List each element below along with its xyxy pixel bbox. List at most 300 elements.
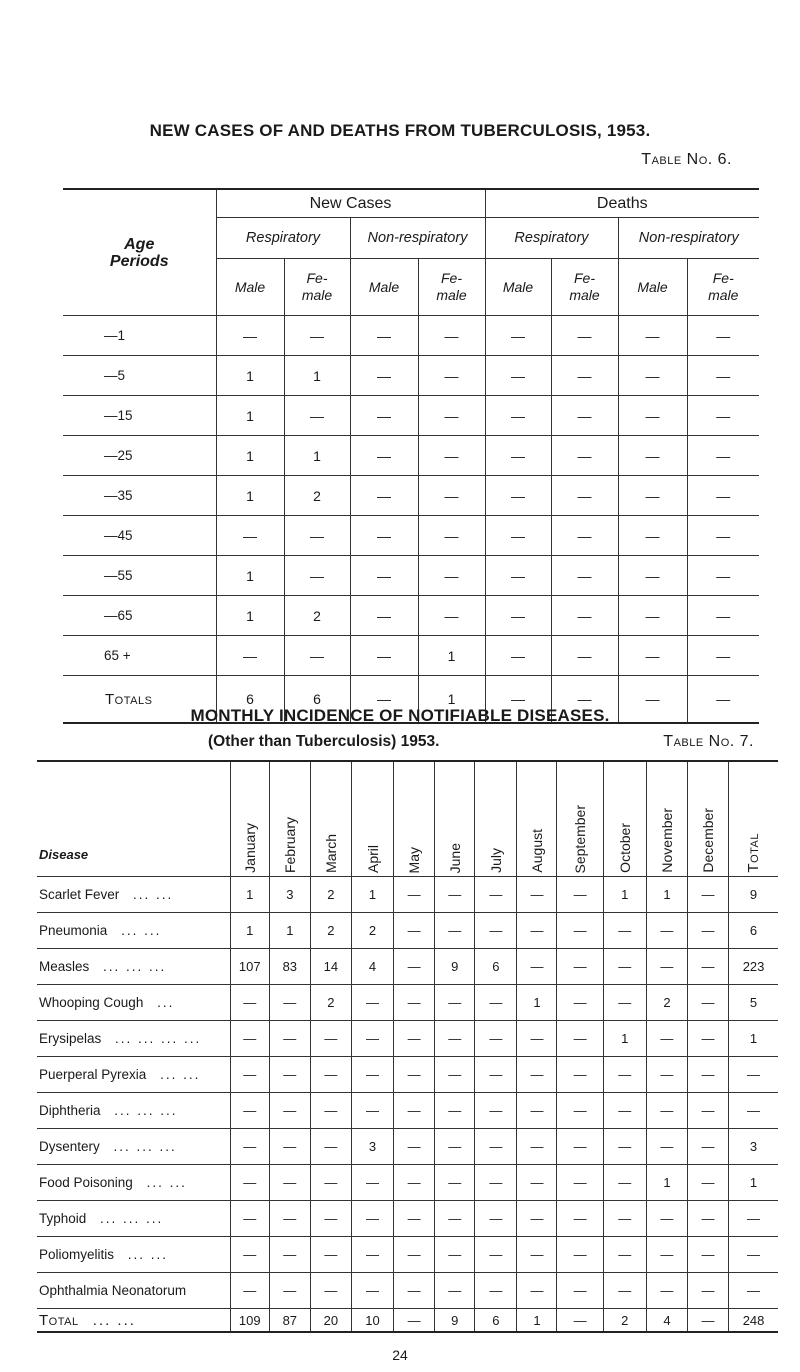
month-value: —	[394, 1093, 435, 1129]
month-value: 1	[517, 985, 557, 1021]
cell-value: —	[551, 596, 618, 636]
month-label: December	[700, 808, 717, 873]
table-row	[63, 356, 759, 396]
cell-value: —	[551, 396, 618, 436]
cell-value: —	[618, 316, 687, 356]
disease-label: Measles	[39, 959, 90, 974]
month-value: —	[435, 1057, 475, 1093]
month-value: 14	[310, 949, 351, 985]
cell-value: —	[485, 556, 551, 596]
sex-header: Fe- male	[284, 259, 350, 316]
page-number: 24	[392, 1347, 408, 1363]
row-total: —	[729, 1273, 778, 1309]
cell-value: —	[485, 396, 551, 436]
total-value: —	[687, 676, 759, 724]
month-value: —	[646, 1201, 687, 1237]
sex-header: Fe- male	[687, 259, 759, 316]
disease-name	[37, 1201, 230, 1237]
sub-header: Non-respiratory	[618, 218, 759, 259]
month-label: February	[281, 816, 298, 873]
month-value: 1	[646, 877, 687, 913]
table-row	[63, 476, 759, 516]
table-row	[63, 316, 759, 356]
row-total: 9	[729, 877, 778, 913]
month-value: —	[269, 1201, 310, 1237]
notifiable-diseases-table	[37, 760, 778, 1333]
age-period: 65 +	[63, 636, 216, 676]
month-value: —	[557, 1093, 603, 1129]
cell-value: —	[418, 316, 485, 356]
disease-name	[37, 1129, 230, 1165]
tuberculosis-table	[63, 188, 759, 724]
table7-number: Table No. 7.	[663, 733, 754, 750]
month-value: —	[269, 1165, 310, 1201]
month-value: —	[475, 1021, 517, 1057]
cell-value: —	[418, 476, 485, 516]
month-value: —	[394, 1309, 435, 1333]
month-header-march	[310, 761, 351, 877]
month-value: —	[351, 1237, 393, 1273]
month-value: —	[517, 1273, 557, 1309]
disease-label: Scarlet Fever	[39, 887, 120, 902]
cell-value: —	[350, 476, 418, 516]
month-value: 109	[230, 1309, 269, 1333]
month-value: —	[687, 1237, 728, 1273]
cell-value: —	[485, 356, 551, 396]
cell-value: —	[618, 396, 687, 436]
row-total: 3	[729, 1129, 778, 1165]
month-value: —	[646, 1093, 687, 1129]
month-value: —	[687, 1273, 728, 1309]
month-value: 9	[435, 949, 475, 985]
month-value: —	[646, 949, 687, 985]
month-value: —	[603, 1129, 646, 1165]
cell-value: —	[350, 436, 418, 476]
month-value: —	[557, 1273, 603, 1309]
table-row	[63, 516, 759, 556]
month-label: June	[446, 842, 463, 873]
month-header-november	[646, 761, 687, 877]
row-total: —	[729, 1093, 778, 1129]
row-total: —	[729, 1201, 778, 1237]
month-value: —	[351, 1165, 393, 1201]
disease-label: Pneumonia	[39, 923, 108, 938]
month-value: —	[475, 1201, 517, 1237]
month-value: —	[646, 1237, 687, 1273]
row-total: —	[729, 1237, 778, 1273]
cell-value: —	[687, 516, 759, 556]
month-header-june	[435, 761, 475, 877]
month-value: —	[394, 1201, 435, 1237]
disease-label: Diphtheria	[39, 1103, 101, 1118]
cell-value: —	[418, 356, 485, 396]
month-value: —	[646, 1021, 687, 1057]
table-row	[37, 1021, 778, 1057]
month-value: —	[603, 985, 646, 1021]
month-value: 1	[646, 1165, 687, 1201]
month-value: —	[557, 985, 603, 1021]
month-value: —	[310, 1093, 351, 1129]
month-header-august	[517, 761, 557, 877]
month-value: —	[351, 1093, 393, 1129]
sex-header: Male	[618, 259, 687, 316]
cell-value: —	[687, 556, 759, 596]
month-value: —	[603, 1273, 646, 1309]
month-value: —	[646, 1057, 687, 1093]
month-value: —	[435, 1273, 475, 1309]
table-row	[63, 396, 759, 436]
month-value: —	[687, 1129, 728, 1165]
leader-dots: ... ... ...	[97, 959, 167, 974]
month-value: 2	[351, 913, 393, 949]
table-row	[37, 949, 778, 985]
month-value: —	[557, 1057, 603, 1093]
cell-value: —	[216, 636, 284, 676]
disease-name	[37, 1021, 230, 1057]
month-value: —	[310, 1201, 351, 1237]
row-total: 223	[729, 949, 778, 985]
cell-value: —	[418, 516, 485, 556]
cell-value: 2	[284, 596, 350, 636]
month-value: —	[435, 1093, 475, 1129]
cell-value: 1	[216, 436, 284, 476]
month-value: —	[230, 1129, 269, 1165]
new-cases-header: New Cases	[216, 189, 485, 218]
month-value: —	[269, 1057, 310, 1093]
month-value: 2	[310, 913, 351, 949]
row-total: 1	[729, 1021, 778, 1057]
month-value: —	[517, 1165, 557, 1201]
leader-dots: ... ... ... ...	[109, 1031, 202, 1046]
cell-value: —	[350, 556, 418, 596]
month-value: —	[475, 1093, 517, 1129]
disease-name	[37, 1093, 230, 1129]
cell-value: —	[284, 396, 350, 436]
leader-dots: ... ... ...	[107, 1139, 177, 1154]
table7-subtitle: (Other than Tuberculosis) 1953.	[208, 733, 440, 750]
month-value: —	[435, 985, 475, 1021]
month-value: —	[435, 913, 475, 949]
month-value: —	[687, 1309, 728, 1333]
month-value: —	[475, 985, 517, 1021]
month-label: November	[658, 808, 675, 873]
month-value: —	[517, 1057, 557, 1093]
month-value: —	[351, 1273, 393, 1309]
cell-value: —	[687, 356, 759, 396]
month-label: March	[322, 834, 339, 873]
table-row	[37, 1093, 778, 1129]
month-value: —	[475, 913, 517, 949]
cell-value: —	[618, 556, 687, 596]
month-value: —	[230, 1237, 269, 1273]
month-value: —	[517, 877, 557, 913]
month-value: 1	[230, 877, 269, 913]
month-value: —	[687, 1057, 728, 1093]
month-value: 2	[310, 985, 351, 1021]
month-value: —	[557, 1309, 603, 1333]
month-value: —	[310, 1057, 351, 1093]
age-period: —35	[63, 476, 216, 516]
month-value: —	[603, 1165, 646, 1201]
table-row	[37, 1201, 778, 1237]
month-value: 20	[310, 1309, 351, 1333]
month-value: —	[310, 1165, 351, 1201]
month-value: —	[435, 1021, 475, 1057]
month-value: —	[603, 1201, 646, 1237]
month-value: —	[394, 1021, 435, 1057]
month-label: July	[487, 848, 504, 873]
table-row	[63, 596, 759, 636]
age-period: —1	[63, 316, 216, 356]
total-value: —	[618, 676, 687, 724]
cell-value: —	[485, 516, 551, 556]
month-label: October	[616, 823, 633, 873]
month-value: 2	[603, 1309, 646, 1333]
month-value: 2	[646, 985, 687, 1021]
month-value: —	[269, 1021, 310, 1057]
month-value: 1	[517, 1309, 557, 1333]
disease-name	[37, 1057, 230, 1093]
age-period: —5	[63, 356, 216, 396]
cell-value: —	[350, 596, 418, 636]
disease-label: Total	[39, 1311, 79, 1329]
leader-dots: ... ...	[140, 1175, 187, 1190]
month-header-may	[394, 761, 435, 877]
month-value: —	[230, 1201, 269, 1237]
age-period: —65	[63, 596, 216, 636]
age-period: —55	[63, 556, 216, 596]
disease-name	[37, 949, 230, 985]
month-label: May	[406, 846, 423, 873]
month-value: —	[310, 1021, 351, 1057]
cell-value: —	[350, 636, 418, 676]
month-value: —	[687, 949, 728, 985]
month-value: —	[517, 1021, 557, 1057]
table-row	[37, 1165, 778, 1201]
table-row	[37, 1129, 778, 1165]
month-value: —	[646, 1273, 687, 1309]
totals-label	[37, 1309, 230, 1333]
month-value: —	[351, 1201, 393, 1237]
age-period: —15	[63, 396, 216, 436]
month-value: —	[475, 1237, 517, 1273]
total-value: 1	[418, 676, 485, 724]
month-value: 107	[230, 949, 269, 985]
month-value: —	[517, 1237, 557, 1273]
cell-value: —	[485, 596, 551, 636]
total-value: 6	[216, 676, 284, 724]
table-row	[37, 1057, 778, 1093]
disease-name	[37, 985, 230, 1021]
table-row	[37, 985, 778, 1021]
month-value: —	[310, 1273, 351, 1309]
month-value: 4	[351, 949, 393, 985]
cell-value: —	[284, 636, 350, 676]
sub-header: Respiratory	[485, 218, 618, 259]
sex-header: Fe- male	[418, 259, 485, 316]
month-value: —	[517, 1093, 557, 1129]
month-label: August	[528, 829, 545, 873]
month-value: 4	[646, 1309, 687, 1333]
total-value: —	[350, 676, 418, 724]
month-value: —	[687, 1165, 728, 1201]
sex-header: Fe- male	[551, 259, 618, 316]
cell-value: —	[551, 476, 618, 516]
month-value: —	[687, 1093, 728, 1129]
month-value: —	[435, 1129, 475, 1165]
month-value: 3	[351, 1129, 393, 1165]
cell-value: —	[418, 436, 485, 476]
row-total: 1	[729, 1165, 778, 1201]
disease-name	[37, 1273, 230, 1309]
disease-label: Poliomyelitis	[39, 1247, 115, 1262]
cell-value: —	[216, 516, 284, 556]
cell-value: —	[687, 476, 759, 516]
month-value: 9	[435, 1309, 475, 1333]
leader-dots: ... ...	[127, 887, 174, 902]
cell-value: —	[551, 516, 618, 556]
cell-value: —	[485, 436, 551, 476]
month-value: —	[475, 877, 517, 913]
cell-value: —	[485, 316, 551, 356]
age-periods-header	[63, 189, 216, 316]
month-value: —	[557, 877, 603, 913]
month-value: —	[230, 1093, 269, 1129]
sex-header: Male	[485, 259, 551, 316]
leader-dots: ... ...	[154, 1067, 201, 1082]
cell-value: —	[418, 396, 485, 436]
month-value: —	[603, 913, 646, 949]
month-value: —	[557, 949, 603, 985]
totals-label: Totals	[63, 676, 216, 724]
cell-value: —	[216, 316, 284, 356]
month-value: —	[475, 1129, 517, 1165]
month-value: 1	[351, 877, 393, 913]
month-value: —	[394, 877, 435, 913]
month-value: —	[230, 1273, 269, 1309]
month-value: —	[646, 1129, 687, 1165]
age-header-line2: Periods	[109, 252, 169, 270]
disease-header: Disease	[37, 761, 230, 877]
month-value: —	[557, 1237, 603, 1273]
month-header-september	[557, 761, 603, 877]
disease-label: Erysipelas	[39, 1031, 102, 1046]
month-value: —	[557, 1165, 603, 1201]
cell-value: —	[687, 316, 759, 356]
cell-value: —	[687, 396, 759, 436]
cell-value: 1	[418, 636, 485, 676]
month-value: —	[687, 1201, 728, 1237]
row-total: —	[729, 1057, 778, 1093]
month-value: 10	[351, 1309, 393, 1333]
month-value: —	[687, 913, 728, 949]
cell-value: —	[618, 476, 687, 516]
table-row	[37, 913, 778, 949]
month-value: —	[687, 877, 728, 913]
cell-value: —	[618, 596, 687, 636]
cell-value: 1	[216, 396, 284, 436]
month-label: September	[572, 804, 589, 873]
row-total: 6	[729, 913, 778, 949]
totals-row	[37, 1309, 778, 1333]
leader-dots: ... ... ...	[94, 1211, 164, 1226]
cell-value: 1	[284, 436, 350, 476]
month-value: —	[394, 949, 435, 985]
total-value: —	[485, 676, 551, 724]
month-value: —	[394, 1237, 435, 1273]
month-value: —	[517, 1129, 557, 1165]
month-label: January	[241, 823, 258, 873]
leader-dots: ... ...	[115, 923, 162, 938]
sub-header: Respiratory	[216, 218, 350, 259]
month-value: 1	[603, 1021, 646, 1057]
month-value: —	[394, 1273, 435, 1309]
month-value: —	[475, 1273, 517, 1309]
cell-value: 1	[216, 476, 284, 516]
cell-value: —	[350, 396, 418, 436]
table-row	[63, 436, 759, 476]
month-value: —	[351, 1021, 393, 1057]
month-value: —	[269, 1093, 310, 1129]
disease-label: Puerperal Pyrexia	[39, 1067, 147, 1082]
month-value: 3	[269, 877, 310, 913]
cell-value: —	[284, 316, 350, 356]
month-value: —	[394, 1057, 435, 1093]
disease-name	[37, 913, 230, 949]
age-period: —25	[63, 436, 216, 476]
month-value: 2	[310, 877, 351, 913]
disease-name	[37, 1165, 230, 1201]
month-value: —	[603, 1093, 646, 1129]
total-label: Total	[745, 833, 763, 873]
leader-dots: ... ...	[86, 1311, 136, 1329]
sub-header: Non-respiratory	[350, 218, 485, 259]
cell-value: —	[284, 516, 350, 556]
disease-label: Ophthalmia Neonatorum	[39, 1283, 187, 1298]
month-value: —	[687, 1021, 728, 1057]
cell-value: —	[618, 436, 687, 476]
cell-value: —	[350, 316, 418, 356]
month-value: —	[394, 1165, 435, 1201]
disease-name	[37, 1237, 230, 1273]
month-value: —	[557, 1021, 603, 1057]
month-value: —	[351, 1057, 393, 1093]
cell-value: —	[687, 596, 759, 636]
sex-header: Male	[350, 259, 418, 316]
month-value: 83	[269, 949, 310, 985]
month-value: —	[557, 1201, 603, 1237]
deaths-header: Deaths	[485, 189, 759, 218]
cell-value: 1	[216, 556, 284, 596]
disease-label: Food Poisoning	[39, 1175, 133, 1190]
table-row	[63, 636, 759, 676]
month-value: —	[269, 1237, 310, 1273]
month-value: —	[435, 1165, 475, 1201]
month-value: —	[269, 1129, 310, 1165]
disease-label: Dysentery	[39, 1139, 100, 1154]
month-value: —	[269, 985, 310, 1021]
month-value: —	[517, 949, 557, 985]
month-value: 1	[269, 913, 310, 949]
month-value: —	[269, 1273, 310, 1309]
table-row	[37, 877, 778, 913]
age-header-line1: Age	[124, 235, 155, 253]
age-period: —45	[63, 516, 216, 556]
month-header-october	[603, 761, 646, 877]
month-header-april	[351, 761, 393, 877]
table6-number: Table No. 6.	[641, 151, 732, 168]
cell-value: —	[618, 356, 687, 396]
